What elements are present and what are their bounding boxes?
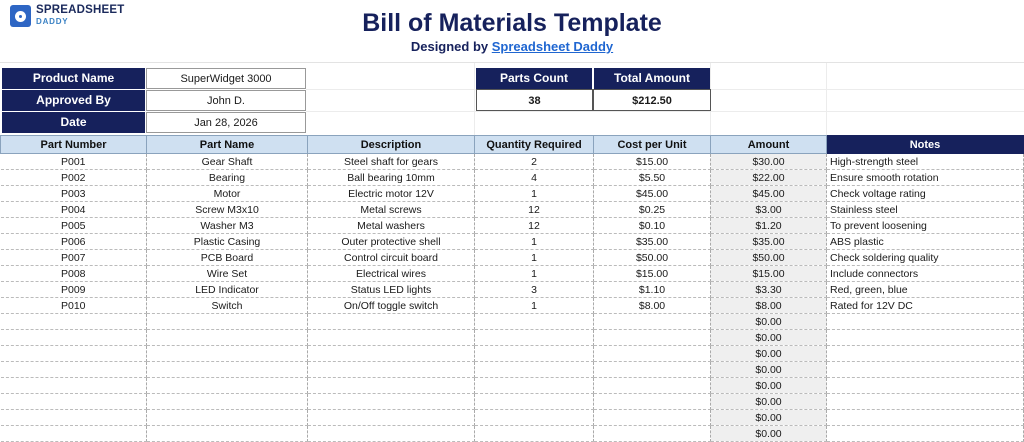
part-name-cell[interactable]: Wire Set — [147, 266, 308, 282]
cost-per-unit-cell[interactable] — [594, 330, 711, 346]
notes-cell[interactable] — [827, 330, 1024, 346]
amount-cell[interactable]: $0.00 — [711, 378, 827, 394]
table-row — [1, 394, 1024, 410]
notes-cell[interactable]: Ensure smooth rotation — [827, 170, 1024, 186]
amount-cell[interactable]: $0.00 — [711, 314, 827, 330]
quantity-cell[interactable]: 1 — [475, 234, 594, 250]
cost-per-unit-cell[interactable]: $15.00 — [594, 266, 711, 282]
description-cell[interactable]: Metal screws — [308, 202, 475, 218]
date-value[interactable]: Jan 28, 2026 — [146, 112, 306, 133]
amount-cell[interactable]: $3.00 — [711, 202, 827, 218]
brand-subname: DADDY — [36, 17, 69, 26]
part-number-cell[interactable]: P009 — [1, 282, 147, 298]
part-name-cell[interactable]: Washer M3 — [147, 218, 308, 234]
quantity-cell[interactable] — [475, 314, 594, 330]
cost-per-unit-cell[interactable]: $1.10 — [594, 282, 711, 298]
amount-cell[interactable]: $22.00 — [711, 170, 827, 186]
quantity-cell[interactable]: 1 — [475, 186, 594, 202]
part-number-cell[interactable]: P010 — [1, 298, 147, 314]
table-row — [1, 314, 1024, 330]
amount-cell[interactable]: $50.00 — [711, 250, 827, 266]
cost-per-unit-cell[interactable]: $0.10 — [594, 218, 711, 234]
part-name-cell[interactable] — [147, 394, 308, 410]
grid-line — [474, 63, 475, 135]
amount-cell[interactable]: $15.00 — [711, 266, 827, 282]
part-name-cell[interactable]: Plastic Casing — [147, 234, 308, 250]
notes-cell[interactable] — [827, 410, 1024, 426]
table-row — [1, 234, 1024, 250]
description-cell[interactable] — [308, 346, 475, 362]
table-row — [1, 154, 1024, 170]
notes-cell[interactable]: ABS plastic — [827, 234, 1024, 250]
part-name-cell[interactable] — [147, 410, 308, 426]
cost-per-unit-cell[interactable]: $50.00 — [594, 250, 711, 266]
quantity-cell[interactable] — [475, 330, 594, 346]
part-name-cell[interactable] — [147, 378, 308, 394]
part-name-cell[interactable]: LED Indicator — [147, 282, 308, 298]
notes-cell[interactable]: Rated for 12V DC — [827, 298, 1024, 314]
notes-cell[interactable] — [827, 426, 1024, 442]
quantity-cell[interactable] — [475, 346, 594, 362]
description-cell[interactable] — [308, 394, 475, 410]
part-name-cell[interactable] — [147, 346, 308, 362]
notes-cell[interactable]: Stainless steel — [827, 202, 1024, 218]
total-amount-value[interactable]: $212.50 — [593, 89, 711, 111]
table-row — [1, 218, 1024, 234]
product-name-value[interactable]: SuperWidget 3000 — [146, 68, 306, 89]
description-cell[interactable] — [308, 330, 475, 346]
spreadsheet-daddy-link[interactable]: Spreadsheet Daddy — [491, 39, 614, 54]
subtitle-prefix: Designed by — [410, 39, 492, 54]
part-name-cell[interactable]: Bearing — [147, 170, 308, 186]
cost-per-unit-cell[interactable] — [594, 314, 711, 330]
part-number-cell[interactable] — [1, 394, 147, 410]
table-row — [1, 266, 1024, 282]
part-name-cell[interactable]: Switch — [147, 298, 308, 314]
table-row — [1, 282, 1024, 298]
table-row — [1, 330, 1024, 346]
header-divider — [0, 62, 1024, 63]
part-number-cell[interactable]: P001 — [1, 154, 147, 170]
amount-cell[interactable]: $30.00 — [711, 154, 827, 170]
quantity-cell[interactable]: 12 — [475, 202, 594, 218]
description-cell[interactable] — [308, 410, 475, 426]
part-number-cell[interactable]: P002 — [1, 170, 147, 186]
description-cell[interactable]: Steel shaft for gears — [308, 154, 475, 170]
quantity-cell[interactable]: 12 — [475, 218, 594, 234]
amount-cell[interactable]: $35.00 — [711, 234, 827, 250]
part-number-cell[interactable] — [1, 314, 147, 330]
quantity-cell[interactable]: 2 — [475, 154, 594, 170]
amount-cell[interactable]: $8.00 — [711, 298, 827, 314]
table-row — [1, 298, 1024, 314]
cost-per-unit-cell[interactable]: $45.00 — [594, 186, 711, 202]
cost-per-unit-cell[interactable] — [594, 378, 711, 394]
description-cell[interactable]: Ball bearing 10mm — [308, 170, 475, 186]
table-header-row — [1, 136, 1024, 154]
cost-per-unit-cell[interactable] — [594, 362, 711, 378]
amount-cell[interactable]: $0.00 — [711, 346, 827, 362]
part-number-cell[interactable] — [1, 346, 147, 362]
notes-cell[interactable]: To prevent loosening — [827, 218, 1024, 234]
notes-cell[interactable]: Include connectors — [827, 266, 1024, 282]
quantity-cell[interactable] — [475, 394, 594, 410]
part-name-cell[interactable] — [147, 426, 308, 442]
description-cell[interactable]: Metal washers — [308, 218, 475, 234]
part-number-cell[interactable]: P004 — [1, 202, 147, 218]
column-header-description[interactable]: Description — [308, 136, 475, 154]
notes-cell[interactable] — [827, 362, 1024, 378]
part-name-cell[interactable]: PCB Board — [147, 250, 308, 266]
amount-cell[interactable]: $0.00 — [711, 330, 827, 346]
notes-cell[interactable]: Check voltage rating — [827, 186, 1024, 202]
approved-by-value[interactable]: John D. — [146, 90, 306, 111]
part-name-cell[interactable] — [147, 330, 308, 346]
amount-cell[interactable]: $45.00 — [711, 186, 827, 202]
amount-cell[interactable]: $0.00 — [711, 410, 827, 426]
part-number-cell[interactable] — [1, 362, 147, 378]
notes-cell[interactable]: High-strength steel — [827, 154, 1024, 170]
part-number-cell[interactable] — [1, 410, 147, 426]
date-label: Date — [2, 112, 145, 133]
part-name-cell[interactable] — [147, 362, 308, 378]
notes-cell[interactable] — [827, 314, 1024, 330]
parts-count-value[interactable]: 38 — [476, 89, 593, 111]
amount-cell[interactable]: $0.00 — [711, 426, 827, 442]
table-row — [1, 378, 1024, 394]
table-row — [1, 250, 1024, 266]
part-number-cell[interactable]: P003 — [1, 186, 147, 202]
quantity-cell[interactable] — [475, 410, 594, 426]
approved-by-label: Approved By — [2, 90, 145, 111]
description-cell[interactable]: Electrical wires — [308, 266, 475, 282]
description-cell[interactable] — [308, 362, 475, 378]
part-number-cell[interactable]: P007 — [1, 250, 147, 266]
quantity-cell[interactable] — [475, 426, 594, 442]
grid-line — [826, 63, 827, 135]
description-cell[interactable] — [308, 314, 475, 330]
column-header-part-name[interactable]: Part Name — [147, 136, 308, 154]
quantity-cell[interactable]: 1 — [475, 250, 594, 266]
column-header-amount[interactable]: Amount — [711, 136, 827, 154]
column-header-cost-per-unit[interactable]: Cost per Unit — [594, 136, 711, 154]
cost-per-unit-cell[interactable] — [594, 346, 711, 362]
quantity-cell[interactable] — [475, 378, 594, 394]
notes-cell[interactable]: Check soldering quality — [827, 250, 1024, 266]
description-cell[interactable]: Outer protective shell — [308, 234, 475, 250]
notes-cell[interactable]: Red, green, blue — [827, 282, 1024, 298]
table-row — [1, 410, 1024, 426]
column-header-part-number[interactable]: Part Number — [1, 136, 147, 154]
description-cell[interactable]: Control circuit board — [308, 250, 475, 266]
part-number-cell[interactable]: P006 — [1, 234, 147, 250]
part-name-cell[interactable]: Screw M3x10 — [147, 202, 308, 218]
page-title: Bill of Materials Template — [362, 9, 662, 37]
table-row — [1, 202, 1024, 218]
cost-per-unit-cell[interactable] — [594, 426, 711, 442]
description-cell[interactable]: On/Off toggle switch — [308, 298, 475, 314]
quantity-cell[interactable]: 1 — [475, 298, 594, 314]
quantity-cell[interactable]: 4 — [475, 170, 594, 186]
notes-cell[interactable] — [827, 346, 1024, 362]
cost-per-unit-cell[interactable] — [594, 394, 711, 410]
column-header-notes[interactable]: Notes — [827, 136, 1024, 154]
cost-per-unit-cell[interactable]: $5.50 — [594, 170, 711, 186]
table-row — [1, 170, 1024, 186]
cost-per-unit-cell[interactable]: $0.25 — [594, 202, 711, 218]
table-row — [1, 186, 1024, 202]
description-cell[interactable] — [308, 426, 475, 442]
table-row — [1, 426, 1024, 442]
part-number-cell[interactable] — [1, 426, 147, 442]
quantity-cell[interactable]: 3 — [475, 282, 594, 298]
quantity-cell[interactable] — [475, 362, 594, 378]
amount-cell[interactable]: $3.30 — [711, 282, 827, 298]
part-number-cell[interactable]: P005 — [1, 218, 147, 234]
brand-name: SPREADSHEET — [36, 4, 125, 16]
cost-per-unit-cell[interactable]: $8.00 — [594, 298, 711, 314]
column-header-quantity[interactable]: Quantity Required — [475, 136, 594, 154]
description-cell[interactable]: Status LED lights — [308, 282, 475, 298]
description-cell[interactable]: Electric motor 12V — [308, 186, 475, 202]
amount-cell[interactable]: $0.00 — [711, 394, 827, 410]
quantity-cell[interactable]: 1 — [475, 266, 594, 282]
part-number-cell[interactable]: P008 — [1, 266, 147, 282]
amount-cell[interactable]: $1.20 — [711, 218, 827, 234]
cost-per-unit-cell[interactable]: $35.00 — [594, 234, 711, 250]
cost-per-unit-cell[interactable] — [594, 410, 711, 426]
table-row — [1, 346, 1024, 362]
page-subtitle — [0, 39, 1024, 54]
total-amount-label: Total Amount — [594, 68, 710, 89]
table-row — [1, 362, 1024, 378]
parts-count-label: Parts Count — [476, 68, 592, 89]
part-name-cell[interactable]: Motor — [147, 186, 308, 202]
part-number-cell[interactable] — [1, 330, 147, 346]
description-cell[interactable] — [308, 378, 475, 394]
part-name-cell[interactable] — [147, 314, 308, 330]
part-number-cell[interactable] — [1, 378, 147, 394]
cost-per-unit-cell[interactable]: $15.00 — [594, 154, 711, 170]
notes-cell[interactable] — [827, 394, 1024, 410]
notes-cell[interactable] — [827, 378, 1024, 394]
part-name-cell[interactable]: Gear Shaft — [147, 154, 308, 170]
amount-cell[interactable]: $0.00 — [711, 362, 827, 378]
bom-table — [0, 135, 1024, 442]
product-name-label: Product Name — [2, 68, 145, 89]
